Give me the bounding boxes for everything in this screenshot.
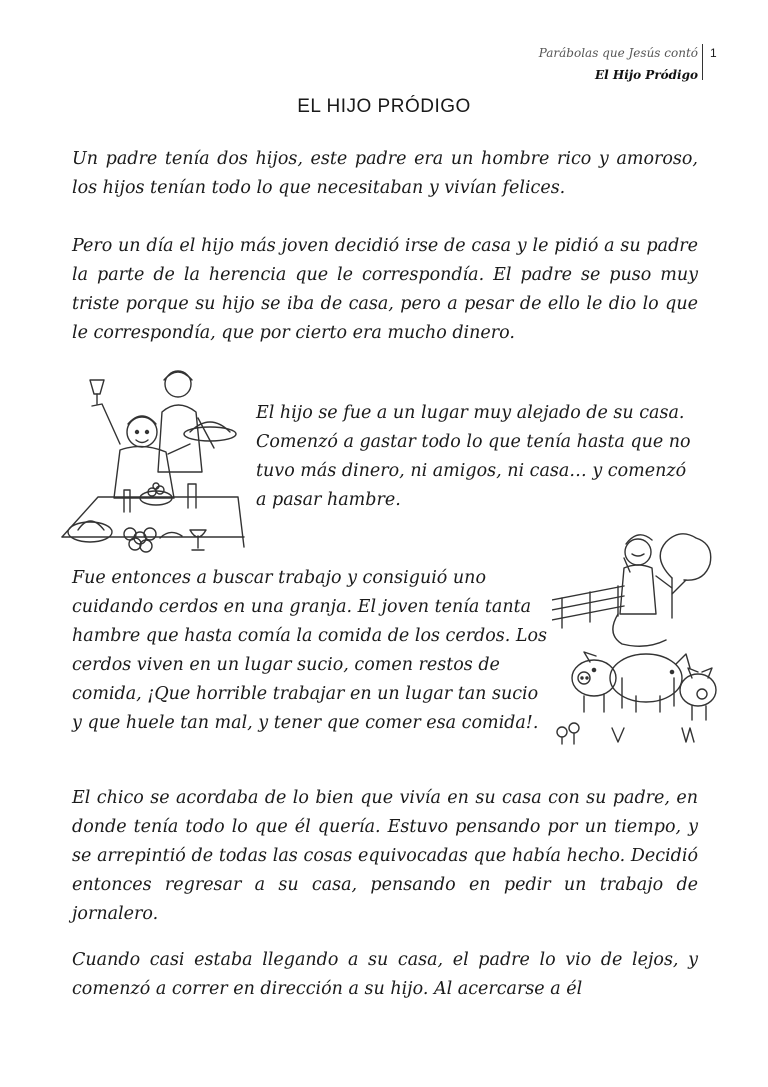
page-number: 1 — [710, 46, 717, 60]
header-divider — [702, 44, 703, 80]
header-subtitle: El Hijo Pródigo — [595, 68, 698, 82]
page-title: EL HIJO PRÓDIGO — [297, 96, 471, 117]
paragraph-2: Pero un día el hijo más joven decidió irse de casa y le pidió a su padre la parte de la herencia que le correspondía. El padre se puso muy triste porque su hijo se iba de casa, pero a pesar de ello le dio lo que le correspondía, que por cierto era mucho dinero. — [72, 236, 698, 343]
paragraph-3: El hijo se fue a un lugar muy alejado de su casa. Comenzó a gastar todo lo que tenía hasta que no tuvo más dinero, ni amigos, ni casa… y comenzó a pasar hambre. — [256, 403, 691, 510]
feast-illustration — [60, 362, 245, 562]
paragraph-1: Un padre tenía dos hijos, este padre era un hombre rico y amoroso, los hijos tenían todo lo que necesitaban y vivían felices. — [72, 149, 698, 198]
running-header — [539, 42, 698, 86]
pigs-illustration — [552, 528, 720, 746]
paragraph-6: Cuando casi estaba llegando a su casa, el padre lo vio de lejos, y comenzó a correr en dirección a su hijo. Al acercarse a él — [72, 950, 698, 999]
paragraph-5: El chico se acordaba de lo bien que vivía en su casa con su padre, en donde tenía todo lo que él quería. Estuvo pensando por un tiempo, y se arrepintió de todas las cosas equivocadas que había hecho. Decidió entonces regresar a su casa, pensando en pedir un trabajo de jornalero. — [72, 788, 698, 924]
paragraph-4: Fue entonces a buscar trabajo y consiguió uno cuidando cerdos en una granja. El joven tenía tanta hambre que hasta comía la comida de los cerdos. Los cerdos viven en un lugar sucio, comen restos de comida, ¡Que horrible trabajar en un lugar tan sucio y que huele tan mal, y tener que comer esa comida!. — [72, 568, 548, 733]
header-series: Parábolas que Jesús contó — [538, 46, 698, 60]
